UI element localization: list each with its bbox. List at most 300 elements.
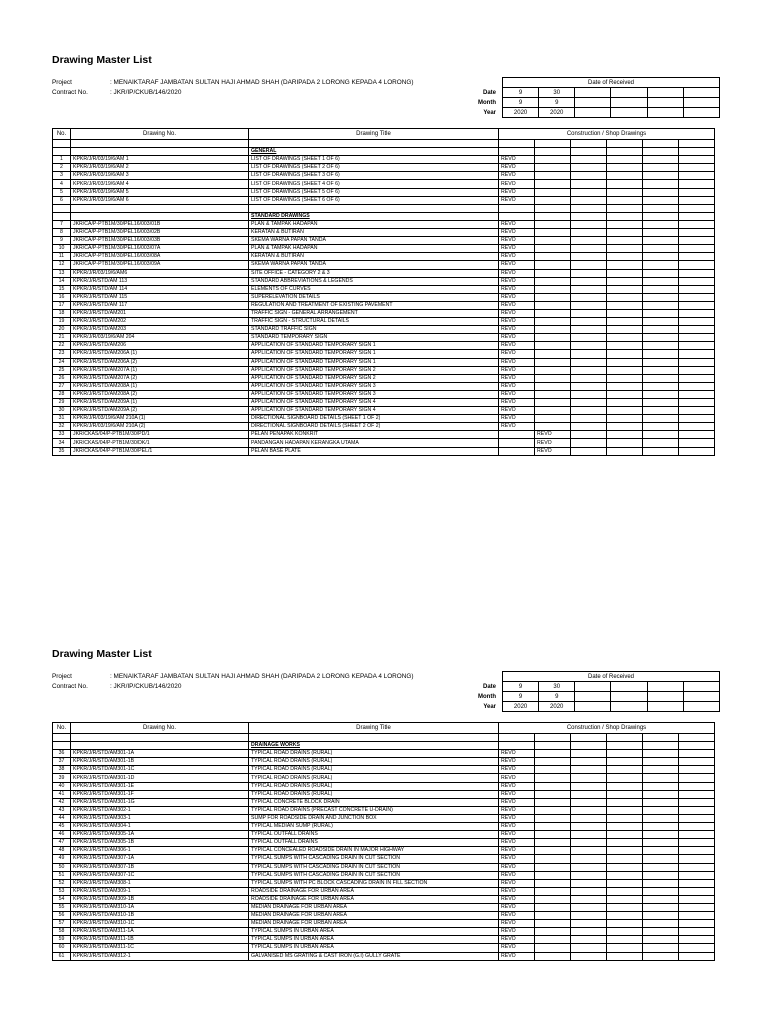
row-cell <box>571 920 607 928</box>
revision-cell: REVO <box>499 188 535 196</box>
row-cell <box>679 301 715 309</box>
drawing-title: TRAFFIC SIGN - STRUCTURAL DETAILS <box>249 318 499 326</box>
row-cell <box>571 220 607 228</box>
col-no-header: No. <box>53 129 71 140</box>
drawing-title: TYPICAL SUMPS WITH PC BLOCK CASCADING DRAIN IN FILL SECTION <box>249 879 499 887</box>
row-no: 39 <box>53 774 71 782</box>
drawing-title: KERATAN & BUTIRAN <box>249 253 499 261</box>
revision-cell: REVO <box>499 790 535 798</box>
drawing-number: KPKR/J/R/STD/AM309-1 <box>71 887 249 895</box>
row-cell <box>571 952 607 960</box>
row-cell <box>571 431 607 439</box>
row-cell <box>571 180 607 188</box>
date-value: 30 <box>539 682 575 692</box>
revision-cell: REVO <box>499 334 535 342</box>
row-cell <box>643 285 679 293</box>
row-cell <box>643 431 679 439</box>
drawing-title: TYPICAL ROAD DRAINS (RURAL) <box>249 774 499 782</box>
row-cell <box>571 212 607 220</box>
row-cell <box>607 293 643 301</box>
row-cell <box>571 164 607 172</box>
row-cell <box>679 148 715 156</box>
drawing-number: KPKR/J/R/STD/AM 115 <box>71 293 249 301</box>
row-no: 56 <box>53 912 71 920</box>
row-cell <box>679 920 715 928</box>
row-cell <box>679 766 715 774</box>
row-cell <box>571 758 607 766</box>
row-cell <box>643 188 679 196</box>
revision-cell <box>535 928 571 936</box>
date-value: 9 <box>503 682 539 692</box>
row-cell <box>607 407 643 415</box>
drawing-number: KPKR/J/R/STD/AM209A (2) <box>71 407 249 415</box>
drawing-list-table <box>52 722 715 961</box>
revision-cell <box>535 237 571 245</box>
drawing-number: KPKR/J/R/STD/AM207A (1) <box>71 366 249 374</box>
drawing-title: KERATAN & BUTIRAN <box>249 229 499 237</box>
row-cell <box>679 253 715 261</box>
contract-label: Contract No. <box>52 89 88 96</box>
row-cell <box>643 831 679 839</box>
row-no: 44 <box>53 814 71 822</box>
row-cell <box>607 879 643 887</box>
revision-cell <box>535 952 571 960</box>
row-cell <box>607 944 643 952</box>
row-cell <box>679 245 715 253</box>
revision-cell: REVO <box>535 447 571 455</box>
revision-cell <box>535 277 571 285</box>
row-cell <box>571 903 607 911</box>
revision-cell <box>535 903 571 911</box>
row-cell <box>571 895 607 903</box>
drawing-number: KPKR/J/R/03/19/6/AM 4 <box>71 180 249 188</box>
table-row <box>53 245 715 253</box>
revision-cell: REVO <box>499 293 535 301</box>
table-row <box>53 863 715 871</box>
drawing-title: REGULATION AND TREATMENT OF EXISTING PAVEMENT <box>249 301 499 309</box>
revision-cell <box>535 399 571 407</box>
row-cell <box>607 415 643 423</box>
drawing-title: APPLICATION OF STANDARD TEMPORARY SIGN 1 <box>249 358 499 366</box>
row-cell <box>679 806 715 814</box>
drawing-title: APPLICATION OF STANDARD TEMPORARY SIGN 4 <box>249 407 499 415</box>
row-cell <box>607 936 643 944</box>
revision-cell <box>535 847 571 855</box>
row-cell <box>643 374 679 382</box>
row-cell <box>607 366 643 374</box>
row-cell <box>679 903 715 911</box>
row-cell <box>535 212 571 220</box>
row-cell <box>643 920 679 928</box>
row-cell <box>571 204 607 212</box>
row-cell <box>571 774 607 782</box>
row-cell <box>607 920 643 928</box>
row-cell <box>643 309 679 317</box>
row-cell <box>643 245 679 253</box>
row-cell <box>571 301 607 309</box>
revision-cell: REVO <box>499 399 535 407</box>
row-cell <box>571 390 607 398</box>
drawing-number: JKR/CA/P-PTB1M/30/PEL16/003/07A <box>71 245 249 253</box>
table-row <box>53 390 715 398</box>
row-cell <box>53 212 71 220</box>
revision-cell: REVO <box>499 350 535 358</box>
row-cell <box>679 734 715 742</box>
revision-cell <box>535 390 571 398</box>
row-cell <box>679 847 715 855</box>
row-cell <box>643 839 679 847</box>
row-cell <box>607 431 643 439</box>
drawing-title: LIST OF DRAWINGS (SHEET 5 OF 6) <box>249 188 499 196</box>
row-no: 48 <box>53 847 71 855</box>
row-cell <box>571 237 607 245</box>
drawing-number: KPKR/J/R/STD/AM310-1C <box>71 920 249 928</box>
drawing-title: APPLICATION OF STANDARD TEMPORARY SIGN 3 <box>249 382 499 390</box>
drawing-title: GALVANISED MS GRATING & CAST IRON (G.I) GULLY GRATE <box>249 952 499 960</box>
date-value: 9 <box>503 88 539 98</box>
row-cell <box>571 309 607 317</box>
row-no: 34 <box>53 439 71 447</box>
revision-cell <box>535 220 571 228</box>
row-cell <box>571 407 607 415</box>
revision-cell <box>535 895 571 903</box>
revision-cell: REVO <box>499 847 535 855</box>
row-cell <box>643 407 679 415</box>
row-no: 14 <box>53 277 71 285</box>
drawing-title: TYPICAL OUTFALL DRAINS <box>249 839 499 847</box>
row-cell <box>679 879 715 887</box>
month-label: Month <box>478 99 496 106</box>
revision-cell: REVO <box>499 261 535 269</box>
table-row <box>53 342 715 350</box>
drawing-number: KPKR/J/R/STD/AM305-1B <box>71 839 249 847</box>
row-cell <box>571 140 607 148</box>
row-cell <box>679 350 715 358</box>
row-cell <box>643 774 679 782</box>
revision-cell: REVO <box>499 285 535 293</box>
date-label: Date <box>482 683 496 690</box>
row-cell <box>643 212 679 220</box>
drawing-number: JKR/CKAS/04/P-PTB1M/30/PD/1 <box>71 431 249 439</box>
row-cell <box>71 742 249 750</box>
revision-cell <box>535 164 571 172</box>
row-no: 4 <box>53 180 71 188</box>
row-cell <box>643 903 679 911</box>
table-row <box>53 742 715 750</box>
revision-cell: REVO <box>499 855 535 863</box>
row-cell <box>571 374 607 382</box>
drawing-number: KPKR/J/R/STD/AM306-1 <box>71 847 249 855</box>
drawing-title: PELAN BASE PLATE <box>249 447 499 455</box>
revision-cell <box>535 774 571 782</box>
row-cell <box>607 358 643 366</box>
row-cell <box>679 220 715 228</box>
row-cell <box>607 847 643 855</box>
year-value: 2020 <box>539 108 575 118</box>
row-cell <box>643 390 679 398</box>
row-cell <box>571 790 607 798</box>
table-row <box>53 350 715 358</box>
revision-cell <box>535 750 571 758</box>
row-cell <box>679 944 715 952</box>
drawing-title: APPLICATION OF STANDARD TEMPORARY SIGN 1 <box>249 342 499 350</box>
row-no: 18 <box>53 309 71 317</box>
drawing-number: KPKR/J/R/STD/AM311-1C <box>71 944 249 952</box>
drawing-number: JKR/CKAS/04/P-PTB1M/30/DK/1 <box>71 439 249 447</box>
drawing-title: TYPICAL SUMPS IN URBAN AREA <box>249 928 499 936</box>
drawing-number: KPKR/J/R/STD/AM301-1A <box>71 750 249 758</box>
row-cell <box>643 887 679 895</box>
drawing-title: DIRECTIONAL SIGNBOARD DETAILS (SHEET 2 OF 2) <box>249 423 499 431</box>
row-cell <box>643 415 679 423</box>
row-no: 46 <box>53 831 71 839</box>
row-cell <box>607 164 643 172</box>
drawing-title: APPLICATION OF STANDARD TEMPORARY SIGN 3 <box>249 390 499 398</box>
row-cell <box>607 758 643 766</box>
row-cell <box>571 912 607 920</box>
drawing-number: KPKR/J/R/STD/AM307-1C <box>71 871 249 879</box>
row-cell <box>571 148 607 156</box>
row-cell <box>643 823 679 831</box>
row-cell <box>643 806 679 814</box>
drawing-title: ROADSIDE DRAINAGE FOR URBAN AREA <box>249 887 499 895</box>
row-no: 16 <box>53 293 71 301</box>
page-title: Drawing Master List <box>52 54 152 66</box>
row-no: 2 <box>53 164 71 172</box>
row-no: 15 <box>53 285 71 293</box>
table-row <box>53 831 715 839</box>
row-cell <box>571 293 607 301</box>
row-cell <box>679 742 715 750</box>
table-row <box>53 407 715 415</box>
drawing-title: TYPICAL MEDIAN SUMP (RURAL) <box>249 823 499 831</box>
drawing-number: KPKR/J/R/STD/AM302-1 <box>71 806 249 814</box>
row-cell <box>607 188 643 196</box>
drawing-number: KPKR/J/R/STD/AM 113 <box>71 277 249 285</box>
drawing-title: TYPICAL ROAD DRAINS (RURAL) <box>249 750 499 758</box>
drawing-number: KPKR/J/R/STD/AM307-1A <box>71 855 249 863</box>
table-row <box>53 790 715 798</box>
revision-cell: REVO <box>499 952 535 960</box>
revision-cell: REVO <box>499 407 535 415</box>
row-cell <box>679 374 715 382</box>
table-row <box>53 301 715 309</box>
row-cell <box>607 269 643 277</box>
row-cell <box>571 196 607 204</box>
row-no: 49 <box>53 855 71 863</box>
row-cell <box>571 318 607 326</box>
row-cell <box>679 382 715 390</box>
revision-cell <box>499 447 535 455</box>
drawing-number: KPKR/J/R/STD/AM303-1 <box>71 814 249 822</box>
drawing-title: TYPICAL SUMPS WITH CASCADING DRAIN IN CUT SECTION <box>249 863 499 871</box>
revision-cell <box>535 374 571 382</box>
row-cell <box>71 204 249 212</box>
row-cell <box>607 382 643 390</box>
row-cell <box>571 423 607 431</box>
revision-cell <box>535 188 571 196</box>
contract-value: : JKR/IP/CKUB/146/2020 <box>110 683 182 690</box>
drawing-title: TYPICAL CONCRETE BLOCK DRAIN <box>249 798 499 806</box>
row-cell <box>607 172 643 180</box>
row-cell <box>607 887 643 895</box>
month-value: 9 <box>539 692 575 702</box>
row-cell <box>643 164 679 172</box>
row-cell <box>643 855 679 863</box>
section-title <box>249 140 499 148</box>
table-row <box>53 823 715 831</box>
row-cell <box>679 750 715 758</box>
revision-cell: REVO <box>499 237 535 245</box>
revision-cell: REVO <box>499 758 535 766</box>
row-cell <box>679 188 715 196</box>
month-value: 9 <box>503 692 539 702</box>
row-no: 8 <box>53 229 71 237</box>
table-row <box>53 277 715 285</box>
drawing-title: PANDANGAN HADAPAN KERANGKA UTAMA <box>249 439 499 447</box>
date-received-table <box>444 77 720 118</box>
row-cell <box>571 188 607 196</box>
row-no: 20 <box>53 326 71 334</box>
row-cell <box>643 342 679 350</box>
row-cell <box>499 742 535 750</box>
row-cell <box>679 399 715 407</box>
drawing-number: KPKR/J/R/STD/AM301-1B <box>71 758 249 766</box>
month-value: 9 <box>503 98 539 108</box>
revision-cell: REVO <box>499 944 535 952</box>
row-cell <box>679 798 715 806</box>
row-cell <box>607 229 643 237</box>
drawing-number: KPKR/J/R/STD/AM206A (1) <box>71 350 249 358</box>
row-no: 24 <box>53 358 71 366</box>
drawing-title: MEDIAN DRAINAGE FOR URBAN AREA <box>249 903 499 911</box>
row-cell <box>643 798 679 806</box>
revision-cell <box>535 790 571 798</box>
row-no: 5 <box>53 188 71 196</box>
row-no: 47 <box>53 839 71 847</box>
row-cell <box>607 439 643 447</box>
revision-cell <box>535 172 571 180</box>
drawing-number: KPKR/J/R/03/19/6/AM 6 <box>71 196 249 204</box>
table-row <box>53 261 715 269</box>
revision-cell: REVO <box>499 382 535 390</box>
drawing-title: MEDIAN DRAINAGE FOR URBAN AREA <box>249 920 499 928</box>
revision-cell: REVO <box>499 196 535 204</box>
col-shop-header: Construction / Shop Drawings <box>499 129 715 140</box>
table-row <box>53 180 715 188</box>
row-cell <box>607 237 643 245</box>
date-received-table <box>444 671 720 712</box>
revision-cell: REVO <box>499 774 535 782</box>
row-cell <box>571 928 607 936</box>
drawing-title: APPLICATION OF STANDARD TEMPORARY SIGN 2 <box>249 366 499 374</box>
row-cell <box>607 220 643 228</box>
row-cell <box>571 742 607 750</box>
row-cell <box>643 180 679 188</box>
table-row <box>53 382 715 390</box>
table-row <box>53 750 715 758</box>
row-cell <box>679 871 715 879</box>
drawing-title: PLAN & TAMPAK HADAPAN <box>249 245 499 253</box>
revision-cell <box>499 431 535 439</box>
drawing-title: TYPICAL ROAD DRAINS (RURAL) <box>249 758 499 766</box>
drawing-number: KPKR/J/R/STD/AM206A (2) <box>71 358 249 366</box>
revision-cell: REVO <box>499 277 535 285</box>
drawing-title: LIST OF DRAWINGS (SHEET 6 OF 6) <box>249 196 499 204</box>
row-cell <box>571 253 607 261</box>
table-row <box>53 164 715 172</box>
drawing-number: KPKR/J/R/STD/AM201 <box>71 309 249 317</box>
row-no: 21 <box>53 334 71 342</box>
row-no: 50 <box>53 863 71 871</box>
row-cell <box>607 774 643 782</box>
row-cell <box>607 245 643 253</box>
row-cell <box>571 415 607 423</box>
table-row <box>53 237 715 245</box>
table-row <box>53 415 715 423</box>
row-cell <box>607 903 643 911</box>
row-cell <box>643 204 679 212</box>
drawing-number: KPKR/J/R/03/19/6/AM6 <box>71 269 249 277</box>
row-cell <box>571 342 607 350</box>
revision-cell <box>535 407 571 415</box>
row-cell <box>607 374 643 382</box>
row-cell <box>679 758 715 766</box>
drawing-number: JKR/CA/P-PTB1M/30/PEL16/003/09A <box>71 261 249 269</box>
row-cell <box>643 871 679 879</box>
row-cell <box>607 301 643 309</box>
row-cell <box>643 301 679 309</box>
row-no: 6 <box>53 196 71 204</box>
row-cell <box>499 148 535 156</box>
drawing-number: KPKR/J/R/STD/AM309-1B <box>71 895 249 903</box>
drawing-number: KPKR/J/R/STD/AM301-1E <box>71 782 249 790</box>
revision-cell: REVO <box>499 156 535 164</box>
row-cell <box>643 742 679 750</box>
drawing-number: JKR/CA/P-PTB1M/30/PEL16/003/08A <box>71 253 249 261</box>
row-no: 28 <box>53 390 71 398</box>
row-cell <box>499 734 535 742</box>
table-row <box>53 766 715 774</box>
revision-cell: REVO <box>499 912 535 920</box>
project-label: Project <box>52 79 72 86</box>
row-cell <box>679 774 715 782</box>
row-cell <box>571 285 607 293</box>
row-cell <box>643 334 679 342</box>
row-no: 60 <box>53 944 71 952</box>
row-cell <box>571 855 607 863</box>
row-cell <box>679 895 715 903</box>
drawing-title: ELEMENTS OF CURVES <box>249 285 499 293</box>
row-no: 58 <box>53 928 71 936</box>
row-cell <box>679 164 715 172</box>
drawing-number: JKR/CA/P-PTB1M/30/PEL16/003/02B <box>71 229 249 237</box>
drawing-number: KPKR/J/R/STD/AM310-1A <box>71 903 249 911</box>
row-cell <box>71 734 249 742</box>
revision-cell <box>535 196 571 204</box>
revision-cell: REVO <box>499 823 535 831</box>
row-cell <box>607 390 643 398</box>
revision-cell <box>535 318 571 326</box>
drawing-title: TYPICAL SUMPS WITH CASCADING DRAIN IN CUT SECTION <box>249 871 499 879</box>
row-cell <box>643 399 679 407</box>
row-cell <box>571 766 607 774</box>
drawing-number: KPKR/J/R/03/19/6/AM 210A (2) <box>71 423 249 431</box>
revision-cell: REVO <box>499 164 535 172</box>
row-no: 42 <box>53 798 71 806</box>
drawing-title: DIRECTIONAL SIGNBOARD DETAILS (SHEET 1 OF 2) <box>249 415 499 423</box>
row-no: 40 <box>53 782 71 790</box>
